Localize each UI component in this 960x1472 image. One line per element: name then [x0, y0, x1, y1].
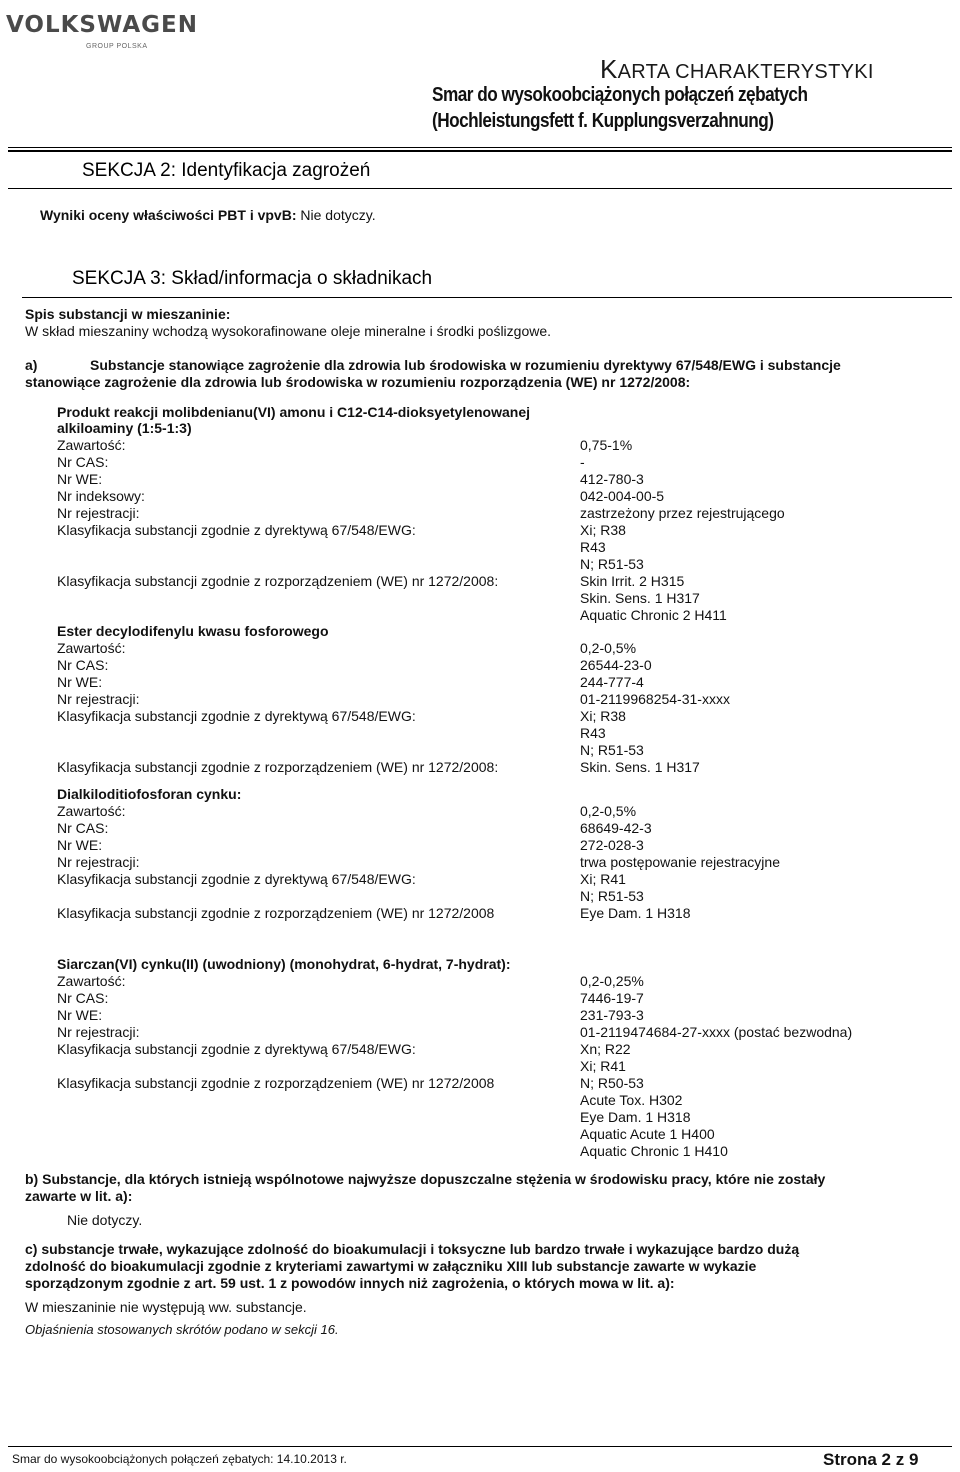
substance-3-clp-value-1: Eye Dam. 1 H318	[580, 905, 691, 921]
point-a-line-2: stanowiące zagrożenie dla zdrowia lub środowiska w rozumieniu rozporządzenia (WE) nr 1272/2008:	[25, 374, 691, 390]
section-3-divider	[22, 297, 952, 298]
product-name: Smar do wysokoobciążonych połączeń zębatych	[432, 84, 808, 106]
substance-1-clp-value-1: Skin Irrit. 2 H315	[580, 573, 685, 589]
substance-2-content-label: Zawartość:	[57, 640, 126, 656]
substance-4-content-value: 0,2-0,25%	[580, 973, 644, 989]
logo-subtitle: GROUP POLSKA	[86, 43, 148, 50]
substance-4-clp-value-5: Aquatic Chronic 1 H410	[580, 1143, 728, 1159]
substance-2-reg-value: 01-2119968254-31-xxxx	[580, 691, 730, 707]
substance-2-we-value: 244-777-4	[580, 674, 644, 690]
header-divider-thick	[8, 150, 952, 152]
footer-divider	[8, 1446, 952, 1447]
substance-4-cas-label: Nr CAS:	[57, 990, 109, 1006]
substance-1-content-label: Zawartość:	[57, 437, 126, 453]
substance-1-dsd-value-3: N; R51-53	[580, 556, 644, 572]
substance-1-name-cont: alkiloaminy (1:5-1:3)	[57, 420, 192, 436]
substance-4-clp-value-3: Eye Dam. 1 H318	[580, 1109, 691, 1125]
substance-3-content-label: Zawartość:	[57, 803, 126, 819]
substance-4-clp-label: Klasyfikacja substancji zgodnie z rozporządzeniem (WE) nr 1272/2008	[57, 1075, 495, 1091]
point-c-line-1: c) substancje trwałe, wykazujące zdolność do bioakumulacji i toksyczne lub bardzo trwałe i wykazujące bardzo dużą	[25, 1241, 800, 1257]
substance-3-cas-value: 68649-42-3	[580, 820, 652, 836]
substance-1-index-value: 042-004-00-5	[580, 488, 665, 504]
substance-4-we-label: Nr WE:	[57, 1007, 103, 1023]
section-3-title: SEKCJA 3: Skład/informacja o składnikach	[72, 268, 433, 289]
document-title-initial: K	[600, 54, 618, 84]
substance-4-dsd-label: Klasyfikacja substancji zgodnie z dyrektywą 67/548/EWG:	[57, 1041, 416, 1057]
substance-1-dsd-value-1: Xi; R38	[580, 522, 626, 538]
point-c-line-3: sporządzonym zgodnie z art. 59 ust. 1 z powodów innych niż zagrożenia, o których mowa w lit. a):	[25, 1275, 675, 1291]
header-divider	[8, 147, 952, 148]
substance-1-cas-label: Nr CAS:	[57, 454, 109, 470]
substance-2-content-value: 0,2-0,5%	[580, 640, 637, 656]
substance-2-clp-label: Klasyfikacja substancji zgodnie z rozporządzeniem (WE) nr 1272/2008:	[57, 759, 499, 775]
substance-3-dsd-label: Klasyfikacja substancji zgodnie z dyrektywą 67/548/EWG:	[57, 871, 416, 887]
point-b-line-2: zawarte w lit. a):	[25, 1188, 133, 1204]
substance-4-we-value: 231-793-3	[580, 1007, 644, 1023]
substance-4-reg-value: 01-2119474684-27-xxxx (postać bezwodna)	[580, 1024, 853, 1040]
substance-1-cas-value: -	[580, 454, 585, 470]
substance-1-dsd-value-2: R43	[580, 539, 606, 555]
substance-4-dsd-value-1: Xn; R22	[580, 1041, 631, 1057]
point-a-marker: a)	[25, 357, 38, 373]
substance-1-reg-label: Nr rejestracji:	[57, 505, 140, 521]
substance-1-content-value: 0,75-1%	[580, 437, 633, 453]
company-logo	[0, 0, 198, 66]
abbreviations-note: Objaśnienia stosowanych skrótów podano w sekcji 16.	[25, 1322, 339, 1337]
substance-1-clp-value-2: Skin. Sens. 1 H317	[580, 590, 700, 606]
substance-3-reg-value: trwa postępowanie rejestracyjne	[580, 854, 780, 870]
substance-4-clp-value-4: Aquatic Acute 1 H400	[580, 1126, 715, 1142]
document-title-rest: ARTA CHARAKTERYSTYKI	[617, 61, 874, 83]
substance-2-cas-value: 26544-23-0	[580, 657, 652, 673]
pbt-label: Wyniki oceny właściwości PBT i vpvB:	[40, 207, 297, 223]
product-name-german: (Hochleistungsfett f. Kupplungsverzahnung)	[432, 110, 774, 132]
substance-2-cas-label: Nr CAS:	[57, 657, 109, 673]
substance-1-clp-value-3: Aquatic Chronic 2 H411	[580, 607, 727, 623]
pbt-value: Nie dotyczy.	[300, 207, 376, 223]
document-title	[600, 54, 874, 85]
substance-3-reg-label: Nr rejestracji:	[57, 854, 140, 870]
pbt-assessment	[40, 207, 376, 223]
substance-4-dsd-value-2: Xi; R41	[580, 1058, 626, 1074]
mixture-list-label: Spis substancji w mieszaninie:	[25, 306, 231, 322]
substance-3-name: Dialkiloditiofosforan cynku:	[57, 786, 242, 802]
point-b-value: Nie dotyczy.	[67, 1212, 143, 1228]
point-a-line-1: Substancje stanowiące zagrożenie dla zdrowia lub środowiska w rozumieniu dyrektywy 67/548/EWG i substancje	[90, 357, 841, 373]
substance-2-dsd-value-2: R43	[580, 725, 606, 741]
substance-4-content-label: Zawartość:	[57, 973, 126, 989]
section-2-divider	[8, 188, 952, 189]
substance-1-name: Produkt reakcji molibdenianu(VI) amonu i C12-C14-dioksyetylenowanej	[57, 404, 530, 420]
substance-1-reg-value: zastrzeżony przez rejestrującego	[580, 505, 785, 521]
point-c-line-2: zdolność do bioakumulacji zgodnie z kryteriami zawartymi w załączniku XIII lub substancje zawarte w wykazie	[25, 1258, 757, 1274]
substance-3-dsd-value-2: N; R51-53	[580, 888, 644, 904]
substance-3-content-value: 0,2-0,5%	[580, 803, 637, 819]
substance-4-clp-value-2: Acute Tox. H302	[580, 1092, 683, 1108]
substance-4-cas-value: 7446-19-7	[580, 990, 644, 1006]
mixture-list-text: W skład mieszaniny wchodzą wysokorafinowane oleje mineralne i środki poślizgowe.	[25, 323, 552, 339]
substance-3-cas-label: Nr CAS:	[57, 820, 109, 836]
page-number: Strona 2 z 9	[823, 1450, 919, 1469]
logo-wordmark: VOLKSWAGEN	[6, 12, 198, 38]
substance-2-we-label: Nr WE:	[57, 674, 103, 690]
substance-3-dsd-value-1: Xi; R41	[580, 871, 626, 887]
substance-1-we-value: 412-780-3	[580, 471, 644, 487]
substance-3-clp-label: Klasyfikacja substancji zgodnie z rozporządzeniem (WE) nr 1272/2008	[57, 905, 495, 921]
substance-1-index-label: Nr indeksowy:	[57, 488, 145, 504]
substance-2-name: Ester decylodifenylu kwasu fosforowego	[57, 623, 329, 639]
substance-4-reg-label: Nr rejestracji:	[57, 1024, 140, 1040]
point-c-value: W mieszaninie nie występują ww. substancje.	[25, 1299, 307, 1315]
substance-4-name: Siarczan(VI) cynku(II) (uwodniony) (monohydrat, 6-hydrat, 7-hydrat):	[57, 956, 511, 972]
substance-3-we-value: 272-028-3	[580, 837, 644, 853]
substance-2-clp-value-1: Skin. Sens. 1 H317	[580, 759, 700, 775]
substance-2-dsd-value-3: N; R51-53	[580, 742, 644, 758]
substance-2-reg-label: Nr rejestracji:	[57, 691, 140, 707]
footer-product-date: Smar do wysokoobciążonych połączeń zębatych: 14.10.2013 r.	[12, 1452, 347, 1466]
substance-1-clp-label: Klasyfikacja substancji zgodnie z rozporządzeniem (WE) nr 1272/2008:	[57, 573, 499, 589]
substance-1-we-label: Nr WE:	[57, 471, 103, 487]
point-b-line-1: b) Substancje, dla których istnieją wspólnotowe najwyższe dopuszczalne stężenia w środowisku pracy, które nie zostały	[25, 1171, 826, 1187]
section-2-title: SEKCJA 2: Identyfikacja zagrożeń	[82, 160, 371, 181]
substance-2-dsd-label: Klasyfikacja substancji zgodnie z dyrektywą 67/548/EWG:	[57, 708, 416, 724]
substance-1-dsd-label: Klasyfikacja substancji zgodnie z dyrektywą 67/548/EWG:	[57, 522, 416, 538]
substance-4-clp-value-1: N; R50-53	[580, 1075, 644, 1091]
substance-2-dsd-value-1: Xi; R38	[580, 708, 626, 724]
substance-3-we-label: Nr WE:	[57, 837, 103, 853]
